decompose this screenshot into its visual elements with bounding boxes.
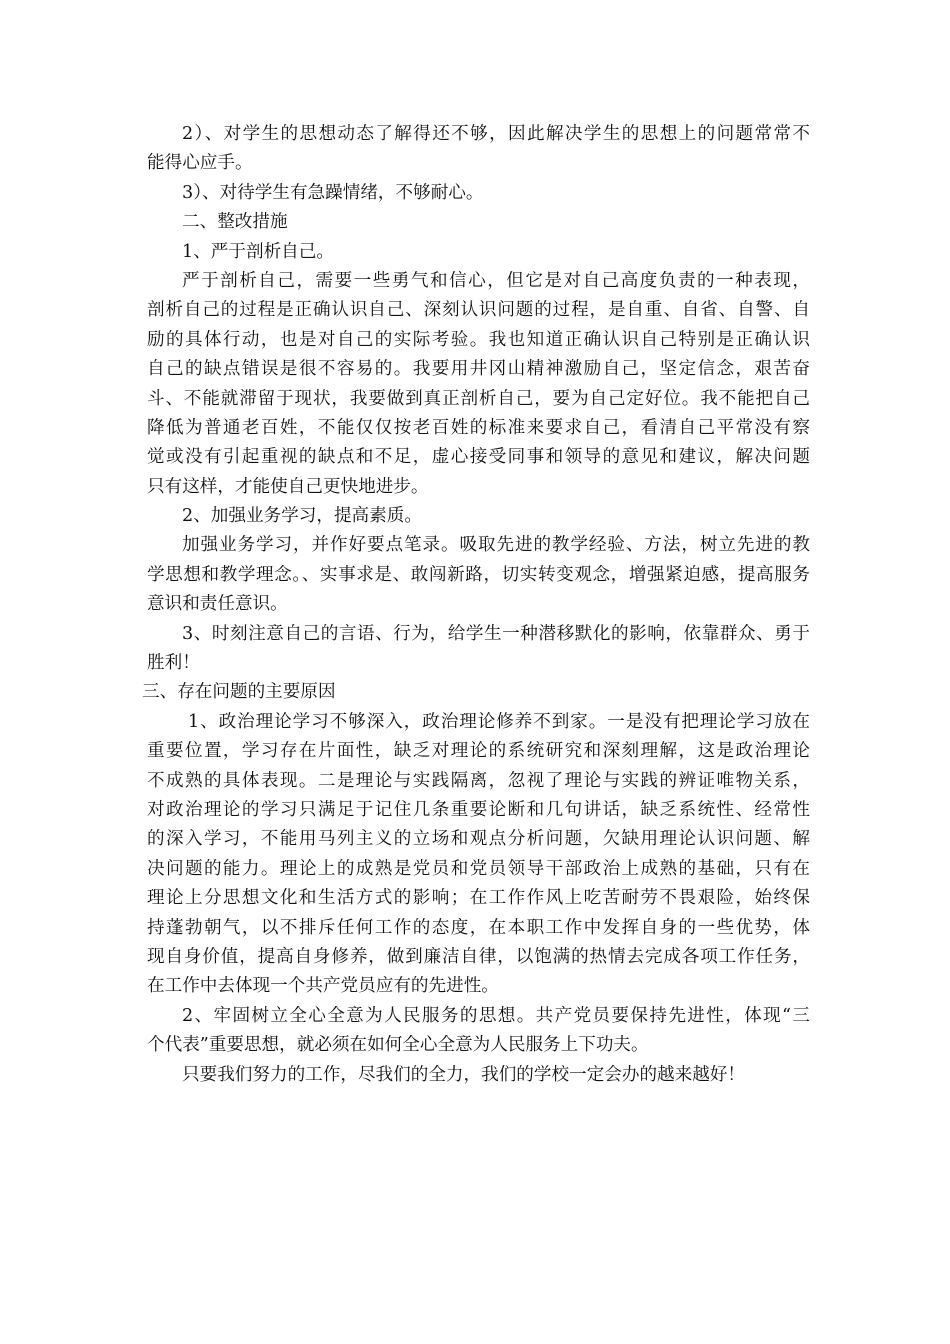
paragraph-line: 胜利！: [147, 653, 200, 674]
paragraph-line: 决问题的能力。理论上的成熟是党员和党员领导干部政治上成熟的基础，只有在: [147, 858, 810, 879]
closing-line: 只要我们努力的工作，尽我们的全力，我们的学校一定会办的越来越好！: [182, 1064, 746, 1085]
paragraph-line: 2、牢固树立全心全意为人民服务的思想。共产党员要保持先进性，体现“三: [182, 1005, 810, 1026]
paragraph-line: 只有这样，才能使自己更快地进步。: [147, 476, 429, 497]
paragraph-line: 理论上分思想文化和生活方式的影响；在工作作风上吃苦耐劳不畏艰险，始终保: [147, 888, 810, 909]
subsection-heading: 2、加强业务学习，提高素质。: [182, 506, 422, 527]
paragraph-line: 剖析自己的过程是正确认识自己、深刻认识问题的过程，是自重、自省、自警、自: [147, 300, 810, 321]
section-heading: 二、整改措施: [182, 212, 288, 233]
paragraph-line: 励的具体行动，也是对自己的实际考验。我也知道正确认识自己特别是正确认识: [147, 329, 810, 350]
paragraph-line: 斗、不能就滞留于现状，我要做到真正剖析自己，要为自己定好位。我不能把自己: [147, 388, 810, 409]
paragraph-line: 加强业务学习，并作好要点笔录。吸取先进的教学经验、方法，树立先进的教: [182, 535, 810, 556]
paragraph-line: 重要位置，学习存在片面性，缺乏对理论的系统研究和深刻理解，这是政治理论: [147, 741, 810, 762]
paragraph-line: 2）、对学生的思想动态了解得还不够，因此解决学生的思想上的问题常常不: [182, 124, 810, 144]
subsection-heading: 1、严于剖析自己。: [182, 241, 334, 262]
paragraph-line: 自己的缺点错误是很不容易的。我要用井冈山精神激励自己，坚定信念，艰苦奋: [147, 359, 810, 380]
paragraph-line: 严于剖析自己，需要一些勇气和信心，但它是对自己高度负责的一种表现，: [182, 270, 810, 291]
paragraph-line: 现自身价值，提高自身修养，做到廉洁自律，以饱满的热情去完成各项工作任务，: [147, 946, 810, 967]
section-heading: 三、存在问题的主要原因: [142, 682, 336, 703]
document-body: [142, 120, 810, 1090]
paragraph-line: 在工作中去体现一个共产党员应有的先进性。: [147, 976, 499, 997]
paragraph-line: 持蓬勃朝气，以不排斥任何工作的态度，在本职工作中发挥自身的一些优势，体: [147, 917, 810, 938]
paragraph-line: 觉或没有引起重视的缺点和不足，虚心接受同事和领导的意见和建议，解决问题: [147, 447, 810, 468]
paragraph-line: 3）、对待学生有急躁情绪，不够耐心。: [182, 182, 484, 203]
paragraph-line: 的深入学习，不能用马列主义的立场和观点分析问题，欠缺用理论认识问题、解: [147, 829, 810, 850]
paragraph-line: 不成熟的具体表现。二是理论与实践隔离，忽视了理论与实践的辨证唯物关系，: [147, 770, 810, 791]
paragraph-line: 1、政治理论学习不够深入，政治理论修养不到家。一是没有把理论学习放在: [188, 711, 810, 732]
paragraph-line: 学思想和教学理念。、实事求是、敢闯新路，切实转变观念，增强紧迫感，提高服务: [147, 564, 810, 585]
paragraph-line: 意识和责任意识。: [147, 594, 288, 615]
subsection-heading: 3、时刻注意自己的言语、行为，给学生一种潜移默化的影响，依靠群众、勇于: [182, 623, 810, 644]
paragraph-line: 降低为普通老百姓，不能仅仅按老百姓的标准来要求自己，看清自己平常没有察: [147, 417, 810, 438]
paragraph-line: 能得心应手。: [147, 153, 253, 174]
paragraph-line: 个代表”重要思想，就必须在如何全心全意为人民服务上下功夫。: [147, 1035, 649, 1056]
paragraph-line: 对政治理论的学习只满足于记住几条重要论断和几句讲话，缺乏系统性、经常性: [147, 799, 810, 820]
